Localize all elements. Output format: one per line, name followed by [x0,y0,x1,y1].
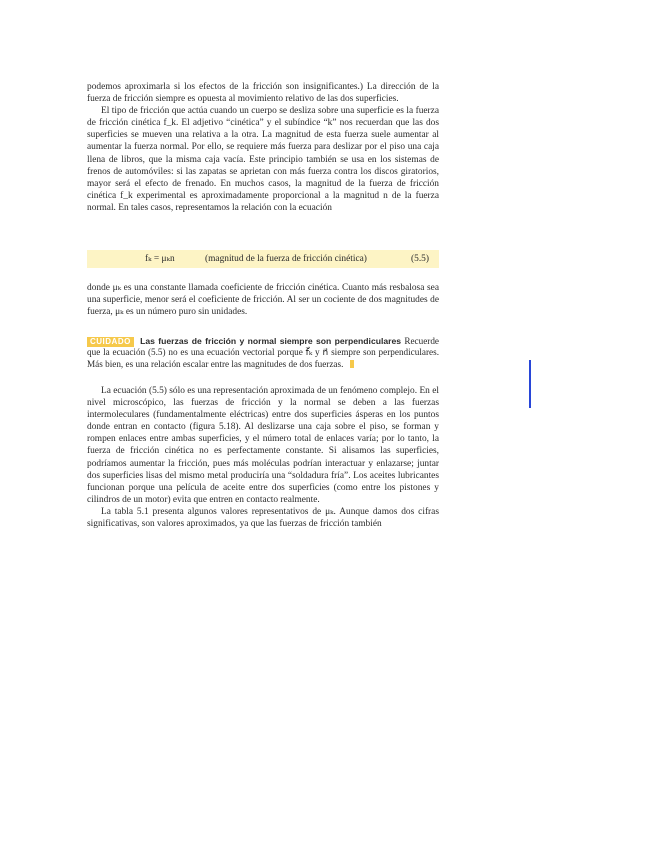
caution-end-mark [350,360,354,368]
equation-number: (5.5) [411,254,429,264]
discussion-text [87,385,439,530]
paragraph: donde μₖ es una constante llamada coeficiente de fricción cinética. Cuanto más resbalosa sea una superficie, menor será el coeficiente de fricción. Al ser un cociente de dos magnitudes de fuerza, μₖ es un número puro sin unidades. [87,283,439,318]
caution-badge: CUIDADO [87,337,134,347]
paragraph: El tipo de fricción que actúa cuando un cuerpo se desliza sobre una superficie es la fuerza de fricción cinética f_k. El adjetivo “cinética” y el subíndice “k” nos recuerdan que las dos superficies se mueven una relativa a la otra. La magnitud de esta fuerza suele aumentar al aumentar la fuerza normal. Por ello, se requiere más fuerza para deslizar por el piso una caja llena de libros, que la misma caja vacía. Este principio también se usa en los sistemas de frenos de automóviles: si las zapatas se aprietan con más fuerza contra los discos giratorios, mayor será el efecto de frenado. En muchos casos, la magnitud de la fuerza de fricción cinética f_k experimental es aproximadamente proporcional a la magnitud n de la fuerza normal. En tales casos, representamos la relación con la ecuación [87,106,439,213]
intro-text [87,81,439,214]
paragraph: La ecuación (5.5) sólo es una representación aproximada de un fenómeno complejo. En el nivel microscópico, las fuerzas de fricción y la normal se deben a las fuerzas intermoleculares (fundamentalmente eléctricas) entre dos superficies ásperas en los puntos donde entran en contacto (figura 5.18). Al deslizarse una caja sobre el piso, se forman y rompen enlaces entre ambas superficies, y el número total de enlaces varía; por lo tanto, la fuerza de fricción cinética no es perfectamente constante. Si alisamos las superficies, podríamos aumentar la fricción, pues más moléculas podrían interactuar y enlazarse; juntar dos superficies lisas del mismo metal produciría una “soldadura fría”. Los aceites lubricantes funcionan porque una película de aceite entre dos superficies (como entre los pistones y cilindros de un motor) evita que entren en contacto realmente. [87,386,439,505]
paragraph: La tabla 5.1 presenta algunos valores representativos de μₖ. Aunque damos dos cifras significativas, son valores aproximados, ya que las fuerzas de fricción también [87,506,439,530]
equation-box [87,250,439,268]
paragraph: podemos aproximarla si los efectos de la fricción son insignificantes.) La dirección de la fuerza de fricción siempre es opuesta al movimiento relativo de las dos superficies. [87,82,439,105]
margin-marker-line [529,360,531,408]
equation-description: (magnitud de la fuerza de fricción cinética) [205,254,367,264]
caution-title: Las fuerzas de fricción y normal siempre son perpendiculares [140,336,402,346]
definition-text [87,282,439,318]
caution-box [87,336,439,370]
caution-body: Recuerde que la ecuación (5.5) no es una ecuación vectorial porque f⃗ₖ y n⃗ siempre son perpendiculares. Más bien, es una relación escalar entre las magnitudes de dos fuerzas. [87,336,440,369]
equation-formula: fₖ = μₖn [145,254,175,264]
